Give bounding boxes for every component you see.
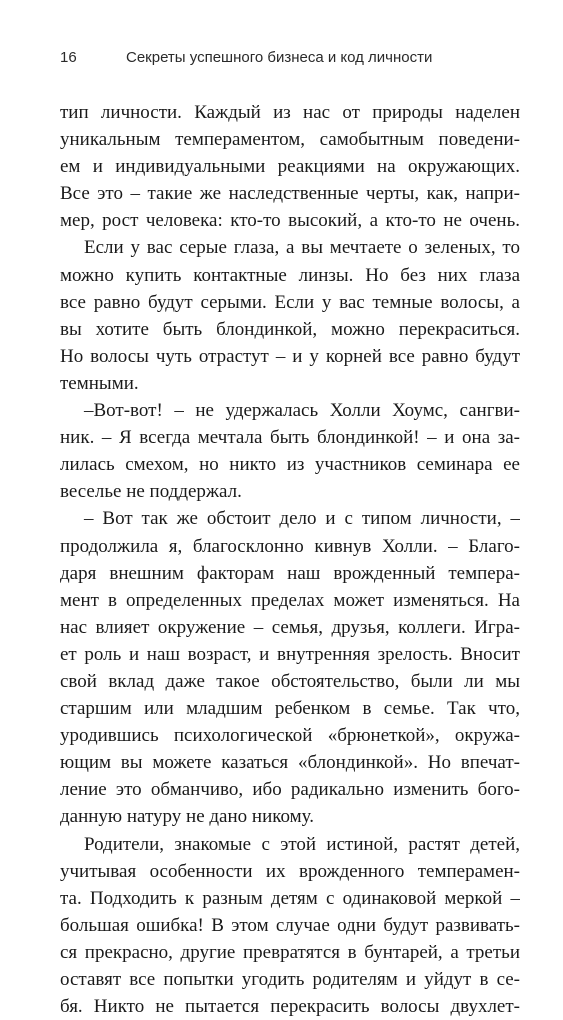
text-line: уродившись психологической «брюнеткой», окружа-: [60, 725, 520, 747]
text-line: вы хотите быть блондинкой, можно перекраситься.: [60, 318, 520, 340]
text-line: нас влияет окружение – семья, друзья, коллеги. Игра-: [60, 616, 520, 638]
text-line: Если у вас серые глаза, а вы мечтаете о зеленых, то: [84, 237, 520, 259]
text-line: можно купить контактные линзы. Но без них глаза: [60, 264, 520, 286]
text-line: продолжила я, благосклонно кивнув Холли. – Благо-: [60, 535, 520, 557]
text-line: учитывая особенности их врожденного темперамен-: [60, 860, 520, 882]
text-line: –Вот-вот! – не удержалась Холли Хоумс, сангви-: [84, 400, 520, 422]
text-line: Но волосы чуть отрастут – и у корней все равно будут: [60, 345, 520, 367]
text-line: Родители, знакомые с этой истиной, растят детей,: [84, 833, 520, 855]
text-line: ет роль и наш возраст, и внутренняя зрелость. Вносит: [60, 643, 520, 665]
text-line: ем и индивидуальными реакциями на окружающих.: [60, 156, 520, 178]
page-number: 16: [60, 49, 77, 66]
text-line: большая ошибка! В этом случае одни будут развивать-: [60, 914, 520, 936]
text-line: уникальным темпераментом, самобытным поведени-: [60, 129, 520, 151]
text-line: ся прекрасно, другие превратятся в бунтарей, а третьи: [60, 941, 520, 963]
text-line: мер, рост человека: кто-то высокий, а кто-то не очень.: [60, 210, 520, 232]
text-line: мент в определенных пределах может изменяться. На: [60, 589, 520, 611]
text-line: данную натуру не дано никому.: [60, 806, 315, 828]
body-text: [60, 99, 520, 1020]
text-line: темными.: [60, 372, 139, 394]
text-line: веселье не поддержал.: [60, 481, 242, 503]
text-line: все равно будут серыми. Если у вас темные волосы, а: [60, 291, 520, 313]
text-line: Все это – такие же наследственные черты, как, напри-: [60, 183, 520, 205]
text-line: даря внешним факторам наш врожденный темпера-: [60, 562, 520, 584]
text-line: лилась смехом, но никто из участников семинара ее: [60, 454, 520, 476]
text-line: – Вот так же обстоит дело и с типом личности, –: [84, 508, 520, 530]
text-line: старшим или младшим ребенком в семье. Так что,: [60, 698, 520, 720]
running-title: Секреты успешного бизнеса и код личности: [126, 49, 433, 66]
running-header: [60, 49, 520, 73]
text-line: оставят все попытки угодить родителям и уйдут в се-: [60, 969, 520, 990]
text-line: ление это обманчиво, ибо радикально изменить бого-: [60, 779, 520, 801]
text-line: ющим вы можете казаться «блондинкой». Но впечат-: [60, 752, 520, 774]
text-line: та. Подходить к разным детям с одинаковой меркой –: [60, 887, 520, 909]
text-line: тип личности. Каждый из нас от природы наделен: [60, 102, 520, 123]
text-line: свой вклад даже такое обстоятельство, были ли мы: [60, 670, 520, 692]
text-line: бя. Никто не пытается перекрасить волосы двухлет-: [60, 996, 520, 1018]
text-line: ник. – Я всегда мечтала быть блондинкой! – и она за-: [60, 427, 520, 449]
